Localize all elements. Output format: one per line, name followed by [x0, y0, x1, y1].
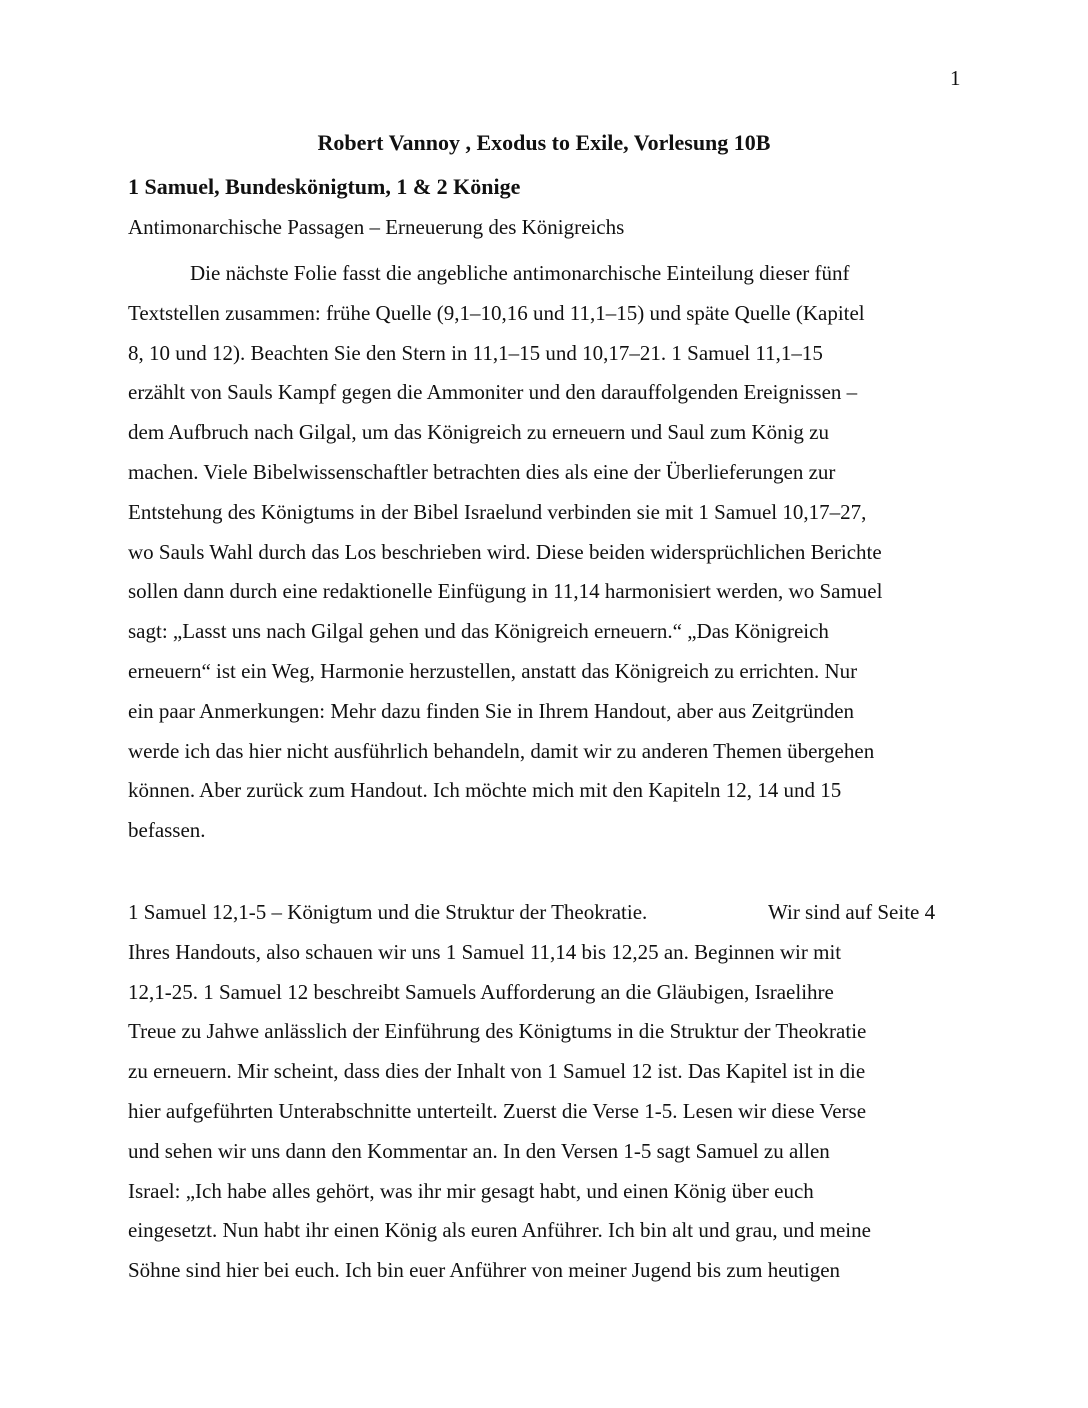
text-line: 12,1-25. 1 Samuel 12 beschreibt Samuels Aufforderung an die Gläubigen, Israelihre: [128, 979, 834, 1004]
inline-heading: 1 Samuel 12,1-5 – Königtum und die Struktur der Theokratie.: [128, 900, 648, 924]
paragraph-1: [128, 254, 882, 851]
text-line: und sehen wir uns dann den Kommentar an. In den Versen 1-5 sagt Samuel zu allen: [128, 1138, 830, 1163]
text-line: hier aufgeführten Unterabschnitte unterteilt. Zuerst die Verse 1-5. Lesen wir diese Verse: [128, 1098, 867, 1123]
text-line: dem Aufbruch nach Gilgal, um das Königreich zu erneuern und Saul zum König zu: [128, 420, 829, 445]
paragraph-2: [128, 893, 936, 1291]
text-line: befassen.: [128, 818, 206, 843]
text-line: Söhne sind hier bei euch. Ich bin euer Anführer von meiner Jugend bis zum heutigen: [128, 1258, 841, 1283]
text-line: Die nächste Folie fasst die angebliche antimonarchische Einteilung dieser fünf: [190, 261, 850, 285]
text-line: Entstehung des Königtums in der Bibel Israelund verbinden sie mit 1 Samuel 10,17–27,: [128, 499, 867, 524]
text-line: sollen dann durch eine redaktionelle Einfügung in 11,14 harmonisiert werden, wo Samuel: [128, 579, 883, 604]
text-line: eingesetzt. Nun habt ihr einen König als euren Anführer. Ich bin alt und grau, und meine: [128, 1218, 871, 1243]
text-fragment: Wir sind auf Seite 4: [768, 900, 936, 924]
text-line: Israel: „Ich habe alles gehört, was ihr mir gesagt habt, und einen König über euch: [128, 1178, 814, 1203]
text-line: Textstellen zusammen: frühe Quelle (9,1–10,16 und 11,1–15) und späte Quelle (Kapitel: [128, 300, 865, 325]
document-title: Robert Vannoy , Exodus to Exile, Vorlesung 10B: [317, 130, 771, 155]
text-line: machen. Viele Bibelwissenschaftler betrachten dies als eine der Überlieferungen zur: [128, 459, 836, 484]
text-line: wo Sauls Wahl durch das Los beschrieben wird. Diese beiden widersprüchlichen Berichte: [128, 539, 882, 564]
text-line: erneuern“ ist ein Weg, Harmonie herzustellen, anstatt das Königreich zu errichten. Nur: [128, 658, 858, 683]
text-line: erzählt von Sauls Kampf gegen die Ammoniter und den darauffolgenden Ereignissen –: [128, 380, 858, 405]
text-line: Treue zu Jahwe anlässlich der Einführung des Königtums in die Struktur der Theokratie: [128, 1019, 867, 1044]
text-line: zu erneuern. Mir scheint, dass dies der Inhalt von 1 Samuel 12 ist. Das Kapitel ist in die: [128, 1059, 866, 1084]
section-heading: 1 Samuel, Bundeskönigtum, 1 & 2 Könige: [128, 174, 521, 199]
text-line: sagt: „Lasst uns nach Gilgal gehen und das Königreich erneuern.“ „Das Königreich: [128, 619, 829, 644]
subheading: Antimonarchische Passagen – Erneuerung des Königreichs: [128, 215, 625, 239]
text-line: ein paar Anmerkungen: Mehr dazu finden Sie in Ihrem Handout, aber aus Zeitgründen: [128, 698, 855, 723]
text-line: Ihres Handouts, also schauen wir uns 1 Samuel 11,14 bis 12,25 an. Beginnen wir mit: [128, 939, 842, 964]
text-line: [128, 893, 936, 933]
page-number: 1: [950, 66, 961, 90]
text-line: können. Aber zurück zum Handout. Ich möchte mich mit den Kapiteln 12, 14 und 15: [128, 778, 842, 803]
text-line: werde ich das hier nicht ausführlich behandeln, damit wir zu anderen Themen übergehen: [128, 738, 875, 763]
text-line: 8, 10 und 12). Beachten Sie den Stern in 11,1–15 und 10,17–21. 1 Samuel 11,1–15: [128, 340, 823, 365]
